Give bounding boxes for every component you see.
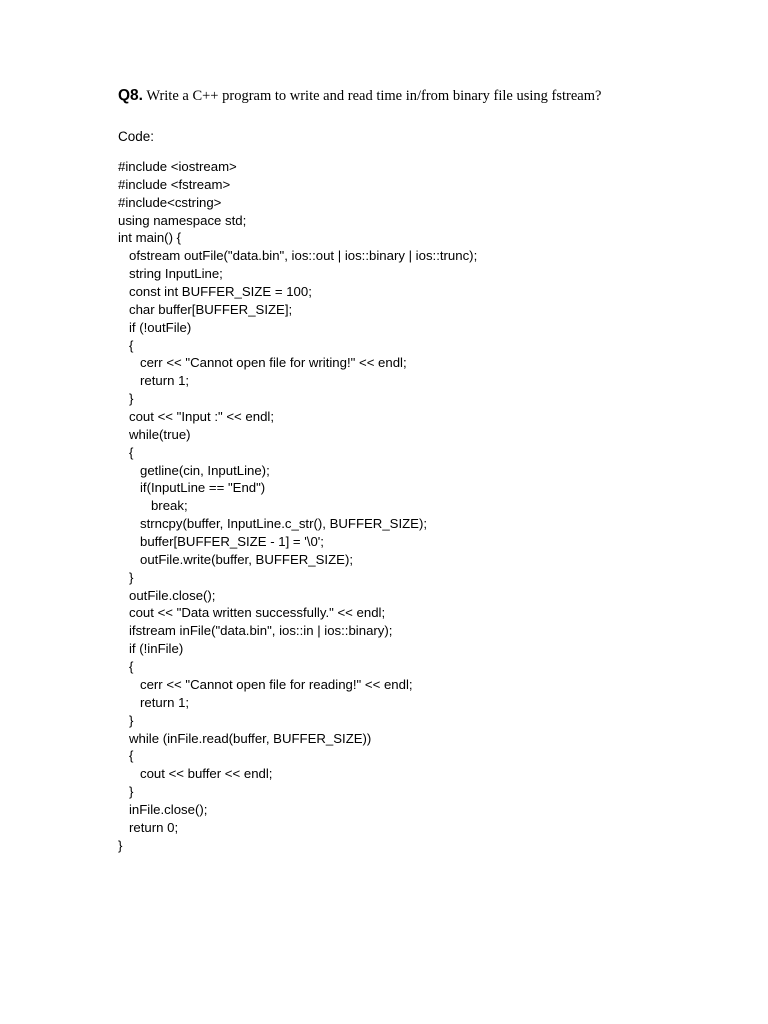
- code-line: if (!outFile): [118, 319, 192, 335]
- code-line: cerr << "Cannot open file for reading!" << endl;: [118, 676, 413, 692]
- code-line: buffer[BUFFER_SIZE - 1] = '\0';: [118, 534, 324, 550]
- code-line: getline(cin, InputLine);: [118, 462, 270, 478]
- code-line: }: [118, 837, 123, 853]
- code-line: const int BUFFER_SIZE = 100;: [118, 284, 312, 300]
- code-line: {: [118, 659, 134, 675]
- code-line: #include<cstring>: [118, 194, 222, 210]
- code-line: break;: [118, 498, 188, 514]
- code-line: char buffer[BUFFER_SIZE];: [118, 301, 293, 317]
- code-line: inFile.close();: [118, 801, 208, 817]
- code-line: while (inFile.read(buffer, BUFFER_SIZE)): [118, 730, 372, 746]
- code-line: return 1;: [118, 694, 190, 710]
- code-line: ifstream inFile("data.bin", ios::in | ios::binary);: [118, 623, 393, 639]
- code-line: while(true): [118, 426, 191, 442]
- code-line: ofstream outFile("data.bin", ios::out | ios::binary | ios::trunc);: [118, 248, 478, 264]
- code-line: if(InputLine == "End"): [118, 480, 266, 496]
- code-line: cout << buffer << endl;: [118, 766, 273, 782]
- code-label: Code:: [118, 129, 155, 144]
- code-line: }: [118, 569, 134, 585]
- code-line: if (!inFile): [118, 641, 184, 657]
- code-line: }: [118, 712, 134, 728]
- code-line: return 0;: [118, 819, 179, 835]
- code-line: {: [118, 444, 134, 460]
- code-line: outFile.close();: [118, 587, 216, 603]
- question-number: Q8.: [118, 87, 143, 104]
- code-line: }: [118, 784, 134, 800]
- code-line: }: [118, 391, 134, 407]
- question-text: Write a C++ program to write and read time in/from binary file using fstream?: [142, 88, 602, 104]
- code-line: string InputLine;: [118, 266, 223, 282]
- code-line: #include <fstream>: [118, 176, 231, 192]
- code-line: {: [118, 337, 134, 353]
- code-line: using namespace std;: [118, 212, 247, 228]
- code-line: return 1;: [118, 373, 190, 389]
- code-block: [118, 158, 477, 855]
- code-line: {: [118, 748, 134, 764]
- question-heading: [118, 87, 601, 105]
- code-line: cerr << "Cannot open file for writing!" << endl;: [118, 355, 407, 371]
- code-line: int main() {: [118, 230, 182, 246]
- code-line: strncpy(buffer, InputLine.c_str(), BUFFER_SIZE);: [118, 516, 428, 532]
- code-line: #include <iostream>: [118, 159, 237, 174]
- code-line: outFile.write(buffer, BUFFER_SIZE);: [118, 551, 353, 567]
- code-line: cout << "Data written successfully." << endl;: [118, 605, 386, 621]
- code-line: cout << "Input :" << endl;: [118, 409, 274, 425]
